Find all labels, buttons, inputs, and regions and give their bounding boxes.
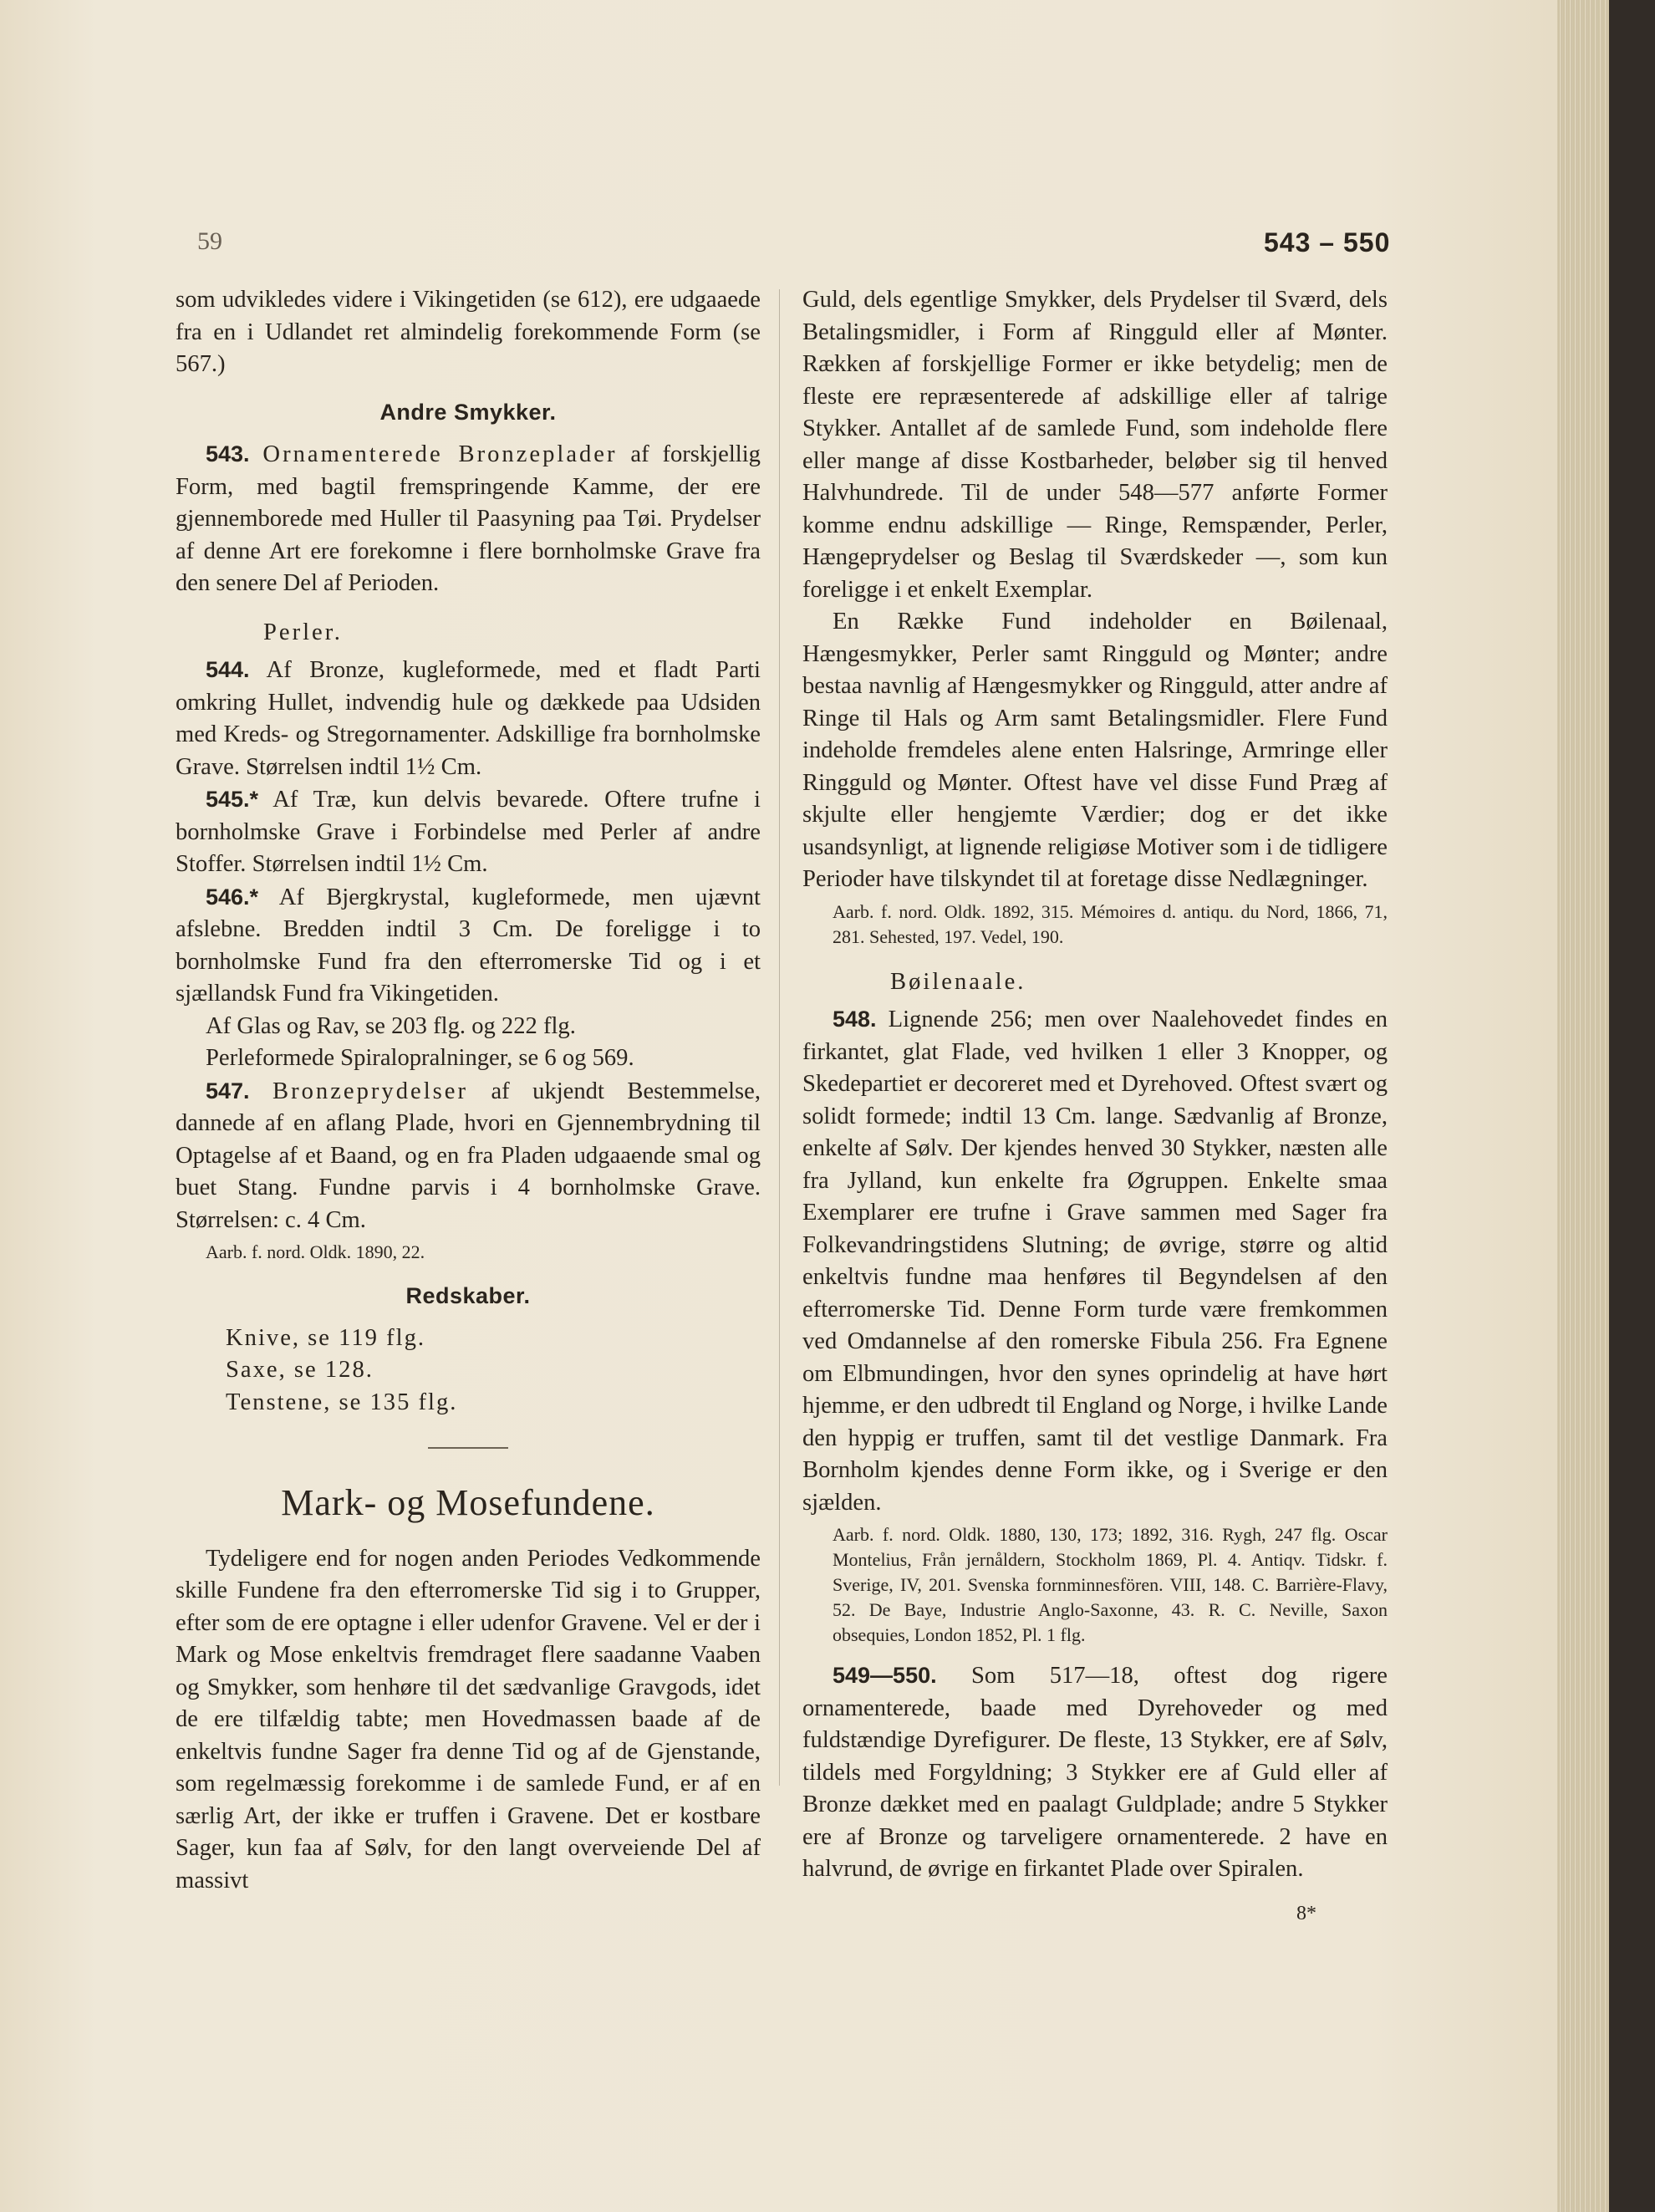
printer-signature: 8*	[1296, 1902, 1316, 1924]
section-title: Mark- og Mosefundene.	[281, 1482, 655, 1523]
mark-paragraph: Tydeligere end for nogen anden Periodes Vedkommende skille Fundene fra den efterromerske Tid sig i to Grupper, efter som de ere optagne i eller udenfor Gravene. Vel er der i Mark og Mose enkeltvis fremdraget flere saadanne Vaaben og Smykker, som henhøre til det sædvanlige Gravgods, idet de ere tilfældig tabte; men Hovedmassen baade af de enkeltvis fundne Sager fra denne Tid og af de Gjenstande, som regelmæssig forekomme i de samlede Fund, er af en særlig Art, der ikke er truffen i Gravene. Det er kostbare Sager, kun faa af Sølv, for den langt overveiende Del af massivt	[176, 1545, 761, 1893]
reference-1: Aarb. f. nord. Oldk. 1892, 315. Mémoires d. antiqu. du Nord, 1866, 71, 281. Sehested, 197. Vedel, 190.	[833, 900, 1388, 947]
entry-547	[176, 1075, 761, 1237]
entry-number: 546.*	[206, 884, 259, 910]
entry-number: 543.	[206, 441, 250, 466]
cross-ref-glas: Af Glas og Rav, se 203 flg. og 222 flg.	[206, 1012, 576, 1039]
entry-number: 545.*	[206, 787, 259, 812]
entry-546	[176, 881, 761, 1011]
entry-543	[176, 438, 761, 600]
list-saxe: Saxe, se 128.	[226, 1357, 374, 1383]
list-tenstene: Tenstene, se 135 flg.	[226, 1389, 458, 1415]
right-paragraph-2: En Række Fund indeholder en Bøilenaal, Hængesmykker, Perler samt Ringguld og Mønter; andre bestaa navnlig af Hængesmykker og Ringguld, atter andre af Ringe til Hals og Arm samt Betalingsmidler. Flere Fund indeholde fremdeles alene enten Halsringe, Armringe eller Ringguld og Mønter. Oftest have vel disse Fund Præg af skjulte eller hengjemte Værdier; dog er det ikke usandsynligt, at lignende religiøse Motiver som i de tidligere Perioder have tilskyndet til at foretage disse Nedlægninger.	[802, 609, 1388, 892]
right-column	[802, 284, 1388, 1929]
book-binding	[1609, 0, 1655, 2212]
intro-paragraph: som udvikledes videre i Vikingetiden (se 612), ere udgaaede fra en i Udlandet ret almindelig forekommende Form (se 567.)	[176, 287, 761, 377]
entry-545	[176, 783, 761, 881]
entry-549-550	[802, 1659, 1388, 1886]
entry-number: 548.	[833, 1007, 877, 1032]
reference-547: Aarb. f. nord. Oldk. 1890, 22.	[206, 1241, 425, 1262]
entry-text: Af Træ, kun delvis bevarede. Oftere trufne i bornholmske Grave i Forbindelse med Perler af andre Stoffer. Størrelsen indtil 1½ Cm.	[176, 787, 761, 877]
entry-keyword: Bronzeprydelser	[272, 1078, 468, 1104]
left-column	[176, 284, 761, 1897]
page-number: 59	[197, 227, 222, 255]
entry-text: af ukjendt Bestemmelse, dannede af en aflang Plade, hvori en Gjennembrydning til Optagelse af et Baand, og en fra Pladen udgaaende smal og buet Stang. Fundne parvis i 4 bornholmske Grave. Størrelsen: c. 4 Cm.	[176, 1078, 761, 1233]
entry-text: af forskjellig Form, med bagtil fremspringende Kamme, der ere gjennemborede med Huller til Paasyning paa Tøi. Prydelser af denne Art ere forekomne i flere bornholmske Grave fra den senere Del af Perioden.	[176, 441, 761, 596]
heading-redskaber: Redskaber.	[405, 1283, 531, 1308]
section-divider	[428, 1447, 508, 1449]
entry-548	[802, 1003, 1388, 1519]
entry-number: 544.	[206, 657, 250, 682]
entry-text: Af Bronze, kugleformede, med et fladt Parti omkring Hullet, indvendig hule og dækkede paa Udsiden med Kreds- og Stregornamenter. Adskillige fra bornholmske Grave. Størrelsen indtil 1½ Cm.	[176, 657, 761, 780]
entry-number: 547.	[206, 1078, 250, 1103]
page-edges	[1557, 0, 1609, 2212]
entry-text: Af Bjergkrystal, kugleformede, men ujævnt afslebne. Bredden indtil 3 Cm. De foreligge i to bornholmske Fund fra den efterromerske Tid og i et sjællandsk Fund fra Vikingetiden.	[176, 884, 761, 1007]
entry-544	[176, 654, 761, 783]
entry-keyword: Ornamenterede Bronzeplader	[262, 441, 618, 467]
list-knive: Knive, se 119 flg.	[226, 1324, 426, 1351]
right-paragraph-1: Guld, dels egentlige Smykker, dels Prydelser til Sværd, dels Betalingsmidler, i Form af Ringguld eller af Mønter. Rækken af forskjellige Former er ikke betydelig; men de fleste ere repræsenterede af adskillige eller af talrige Stykker. Antallet af de samlede Fund, som indeholde flere eller mange af disse Kostbarheder, beløber sig til henved Halvhundrede. Til de under 548—577 anførte Former komme endnu adskillige — Ringe, Remspænder, Perler, Hængeprydelser og Beslag til Sværdskeder —, som kun foreligge i et enkelt Exemplar.	[802, 287, 1388, 603]
reference-548: Aarb. f. nord. Oldk. 1880, 130, 173; 1892, 316. Rygh, 247 flg. Oscar Montelius, Från jernåldern, Stockholm 1869, Pl. 4. Antiqv. Tidskr. f. Sverige, IV, 201. Svenska fornminnesfören. VIII, 148. C. Barrière-Flavy, 52. De Baye, Industrie Anglo-Saxonne, 43. R. C. Neville, Saxon obsequies, London 1852, Pl. 1 flg.	[833, 1524, 1388, 1645]
entry-number: 549—550.	[833, 1663, 937, 1688]
entry-text: Som 517—18, oftest dog rigere ornamenterede, baade med Dyrehoveder og med fuldstændige Dyrefigurer. De fleste, 13 Stykker, ere af Sølv, tildels med Forgyldning; 3 Stykker ere af Guld eller af Bronze dækket med en paalagt Guldplade; andre 5 Stykker ere af Bronze og tarveligere ornamenterede. 2 have en halvrund, de øvrige en firkantet Plade over Spiralen.	[802, 1663, 1388, 1882]
subheading-boilenaale: Bøilenaale.	[890, 968, 1026, 995]
cross-ref-spiral: Perleformede Spiralopralninger, se 6 og 569.	[206, 1045, 634, 1071]
entry-text: Lignende 256; men over Naalehovedet findes en firkantet, glat Flade, ved hvilken 1 eller 3 Knopper, og Skedepartiet er decoreret med et Dyrehoved. Oftest svært og solidt formede; indtil 13 Cm. lange. Sædvanlig af Bronze, enkelte af Sølv. Der kjendes henved 30 Stykker, næsten alle fra Jylland, kun enkelte fra Øgruppen. Enkelte smaa Exemplarer ere trufne i Grave sammen med Sager fra Folkevandringstidens Slutning; de øvrige, større og altid enkeltvis fundne maa henføres til Begyndelsen af den efterromerske Tid. Denne Form turde være fremkommen ved Omdannelse af den romerske Fibula 256. Fra Egnene om Elbmundingen, hvor den synes oprindelig at have hørt hjemme, er den udbredt til England og Norge, i hvilke Lande den hyppig er truffen, samt til det vestlige Danmark. Fra Bornholm kjendes denne Form ikke, og i Sverige er den sjælden.	[802, 1007, 1388, 1516]
column-rule	[779, 289, 780, 1786]
subheading-perler: Perler.	[263, 619, 343, 645]
heading-andre-smykker: Andre Smykker.	[379, 399, 557, 425]
running-head-range: 543 – 550	[1264, 227, 1391, 257]
